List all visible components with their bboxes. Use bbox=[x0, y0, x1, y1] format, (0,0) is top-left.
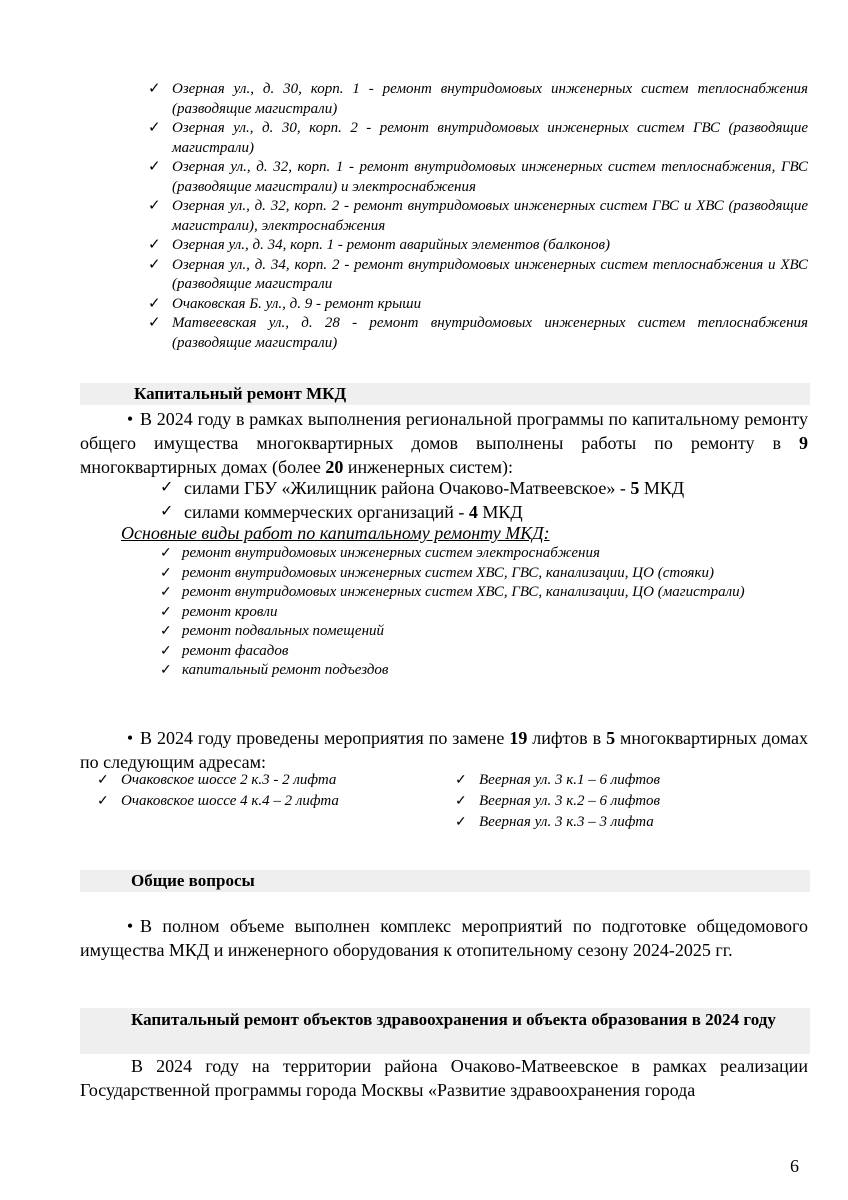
checkmark-icon: ✓ bbox=[160, 604, 172, 620]
checkmark-icon: ✓ bbox=[455, 815, 467, 830]
list-item: ✓ Веерная ул. 3 к.2 – 6 лифтов bbox=[455, 791, 785, 812]
checkmark-icon: ✓ bbox=[455, 773, 467, 788]
section-title-health: Капитальный ремонт объектов здравоохранения и объекта образования в 2024 году bbox=[131, 1010, 776, 1029]
list-item: ✓ ремонт внутридомовых инженерных систем электроснабжения bbox=[160, 544, 810, 564]
list-item: ✓ капитальный ремонт подъездов bbox=[160, 661, 810, 681]
list-item: ✓ Озерная ул., д. 34, корп. 2 - ремонт внутридомовых инженерных систем теплоснабжения и ХВС (разводящие магистрали bbox=[148, 256, 808, 292]
list-item: ✓ Очаковское шоссе 4 к.4 – 2 лифта bbox=[97, 791, 437, 812]
checkmark-icon: ✓ bbox=[148, 159, 161, 175]
list-item: ✓ ремонт подвальных помещений bbox=[160, 622, 810, 642]
health-paragraph: В 2024 году на территории района Очаково-Матвеевское в рамках реализации Государственной программы города Москвы «Развитие здравоохранения города bbox=[80, 1056, 808, 1100]
lifts-list-left bbox=[97, 770, 437, 812]
page-number: 6 bbox=[790, 1156, 799, 1176]
checkmark-icon: ✓ bbox=[160, 624, 172, 639]
list-item: ✓ ремонт фасадов bbox=[160, 642, 810, 662]
mkd-paragraph: • В 2024 году в рамках выполнения региональной программы по капитальному ремонту общего имущества многоквартирных домов выполнены работы по ремонту в 9 многоквартирных домах (более 20 инженерных систем): bbox=[80, 409, 808, 477]
list-item: ✓ Веерная ул. 3 к.3 – 3 лифта bbox=[455, 812, 785, 833]
list-item: ✓ Очаковское шоссе 2 к.3 - 2 лифта bbox=[97, 770, 437, 791]
section-title-general: Общие вопросы bbox=[131, 871, 255, 890]
list-item: ✓ Озерная ул., д. 30, корп. 2 - ремонт внутридомовых инженерных систем ГВС (разводящие магистрали) bbox=[148, 120, 808, 156]
lifts-paragraph: • В 2024 году проведены мероприятия по замене 19 лифтов в 5 многоквартирных домах по следующим адресам: bbox=[80, 728, 809, 772]
list-item: ✓ Матвеевская ул., д. 28 - ремонт внутридомовых инженерных систем теплоснабжения (разводящие магистрали) bbox=[148, 315, 808, 351]
checkmark-icon: ✓ bbox=[97, 773, 109, 788]
bullet-icon: • bbox=[126, 916, 134, 936]
checkmark-icon: ✓ bbox=[148, 198, 161, 214]
bullet-icon: • bbox=[126, 409, 134, 429]
list-item: ✓ ремонт внутридомовых инженерных систем ХВС, ГВС, канализации, ЦО (стояки) bbox=[160, 564, 810, 584]
checkmark-icon: ✓ bbox=[160, 479, 174, 496]
list-item: ✓ силами коммерческих организаций - 4 МКД bbox=[160, 502, 523, 522]
bullet-icon: • bbox=[126, 728, 134, 748]
checkmark-icon: ✓ bbox=[97, 794, 109, 809]
checkmark-icon: ✓ bbox=[455, 794, 467, 809]
checkmark-icon: ✓ bbox=[160, 503, 174, 520]
section-title-mkd: Капитальный ремонт МКД bbox=[134, 384, 347, 403]
works-heading: Основные виды работ по капитальному ремонту МКД: bbox=[121, 523, 550, 543]
checkmark-icon: ✓ bbox=[148, 256, 161, 273]
checkmark-icon: ✓ bbox=[160, 585, 172, 600]
list-item: ✓ Озерная ул., д. 32, корп. 2 - ремонт внутридомовых инженерных систем ГВС и ХВС (разводящие магистрали), электроснабжения bbox=[148, 198, 808, 234]
section-heading-bar bbox=[80, 1008, 810, 1054]
checkmark-icon: ✓ bbox=[148, 81, 161, 97]
checkmark-icon: ✓ bbox=[160, 565, 172, 581]
section-heading-bar bbox=[80, 870, 810, 892]
mkd-contractors-list bbox=[160, 476, 720, 524]
list-item: ✓ Озерная ул., д. 30, корп. 1 - ремонт внутридомовых инженерных систем теплоснабжения (разводящие магистрали) bbox=[148, 81, 808, 117]
list-item: ✓ Веерная ул. 3 к.1 – 6 лифтов bbox=[455, 770, 785, 791]
list-item: ✓ Озерная ул., д. 34, корп. 1 - ремонт аварийных элементов (балконов) bbox=[148, 236, 808, 256]
checkmark-icon: ✓ bbox=[160, 643, 172, 659]
checkmark-icon: ✓ bbox=[160, 546, 172, 561]
general-paragraph: • В полном объеме выполнен комплекс мероприятий по подготовке общедомового имущества МКД и инженерного оборудования к отопительному сезону 2024-2025 гг. bbox=[80, 916, 808, 960]
checkmark-icon: ✓ bbox=[148, 237, 161, 253]
address-repair-list bbox=[148, 80, 808, 353]
list-item: ✓ ремонт внутридомовых инженерных систем ХВС, ГВС, канализации, ЦО (магистрали) bbox=[160, 583, 810, 603]
works-list bbox=[160, 544, 810, 681]
lifts-list-right bbox=[455, 770, 785, 833]
list-item: ✓ Очаковская Б. ул., д. 9 - ремонт крыши bbox=[148, 295, 808, 315]
checkmark-icon: ✓ bbox=[148, 120, 161, 136]
checkmark-icon: ✓ bbox=[160, 663, 172, 678]
list-item: ✓ Озерная ул., д. 32, корп. 1 - ремонт внутридомовых инженерных систем теплоснабжения, ГВС (разводящие магистрали) и электроснабжения bbox=[148, 159, 808, 195]
checkmark-icon: ✓ bbox=[148, 315, 161, 331]
list-item: ✓ силами ГБУ «Жилищник района Очаково-Матвеевское» - 5 МКД bbox=[160, 478, 685, 498]
list-item: ✓ ремонт кровли bbox=[160, 603, 810, 623]
checkmark-icon: ✓ bbox=[148, 295, 161, 312]
section-heading-bar bbox=[80, 383, 810, 405]
